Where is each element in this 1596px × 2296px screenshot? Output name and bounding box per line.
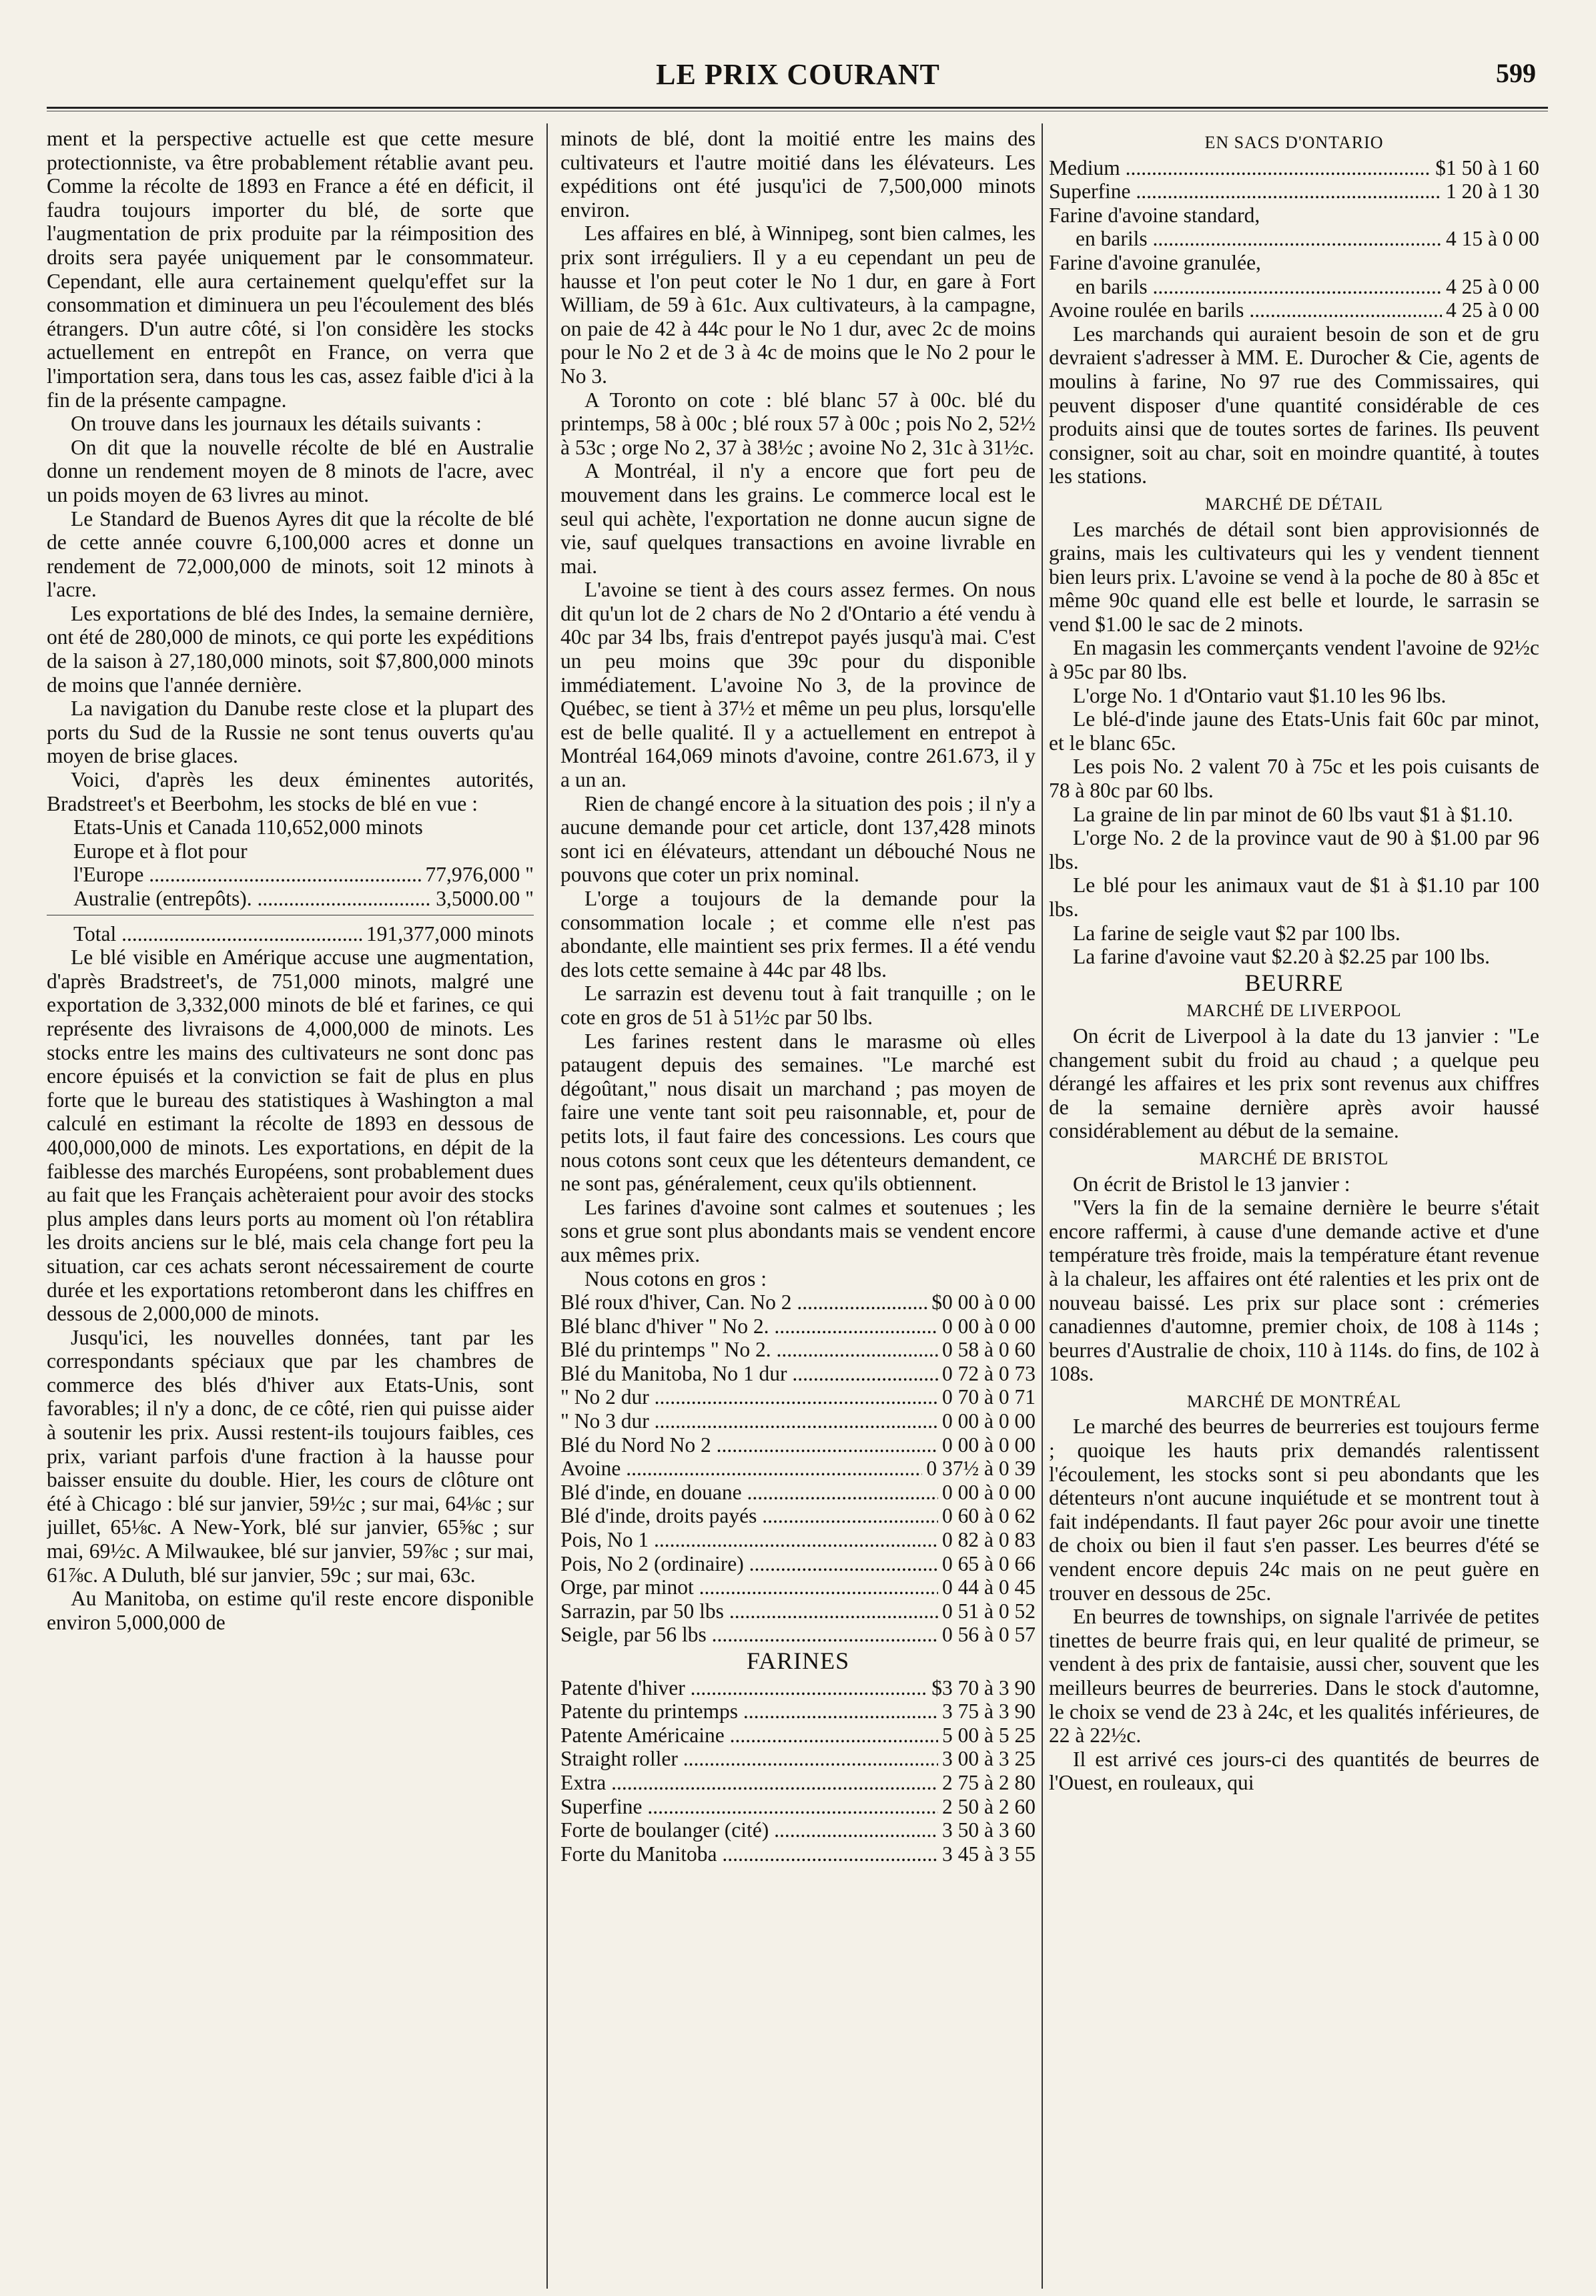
row-label: Blé roux d'hiver, Can. No 2 ..... [560, 1290, 927, 1314]
row-value: 0 00 à 0 00 [942, 1433, 1036, 1457]
row-value: 4 25 à 0 00 [1446, 298, 1539, 322]
row-value: 0 00 à 0 00 [942, 1409, 1036, 1433]
table-row [560, 1481, 1036, 1505]
row-value: 0 00 à 0 00 [942, 1314, 1036, 1338]
row-value: 2 75 à 2 80 [942, 1770, 1036, 1794]
paragraph: En beurres de townships, on signale l'arrivée de petites tinettes de beurre frais qui, en leur qualité de primeur, se vendent à des prix de fantaisie, aussi cher, souvent que les meilleurs beurres de beurreries. Dans le stock d'automne, le choix se vend de 23 à 24c, et les qualités inférieures, de 22 à 22½c. [1049, 1605, 1539, 1748]
paragraph: Le blé visible en Amérique accuse une augmentation, d'après Bradstreet's, de 751,000 minots, malgré une exportation de 3,332,000 minots de blé et farines, ce qui représente des livraisons de 4,000,000 de minots. Les stocks entre les mains des cultivateurs ne sont donc pas encore épuisés et la conviction se fait de plus en plus forte que le bureau des statistiques à Washington a mal calculé en estimant la récolte de 1893 en dessous de 400,000,000 de minots. Les exportations, en dépit de la faiblesse des marchés Européens, sont probablement dues au fait que les Français achèteraient pour avoir des stocks plus amples dans leurs ports au moment où l'on rétablira les droits anciens sur le blé, mais cela change fort peu la situation, car ces achats seront nécessairement de courte durée et les exportations retomberont dans les chiffres en dessous de 2,000,000 de minots. [47, 945, 534, 1326]
paragraph: Les marchés de détail sont bien approvisionnés de grains, mais les cultivateurs qui les y vendent tiennent bien leurs prix. L'avoine se vend à la poche de 80 à 85c et même 90c quand elle est belle et lourde, le sarrasin se vend $1.00 le sac de 2 minots. [1049, 517, 1539, 636]
row-label: Blé du Nord No 2 ..... [560, 1433, 938, 1457]
row-value: 0 51 à 0 52 [942, 1599, 1036, 1623]
row-label: Pois, No 1 ..... [560, 1528, 938, 1552]
table-row [560, 1599, 1036, 1623]
column-1 [47, 127, 534, 2289]
row-value: 0 00 à 0 00 [942, 1480, 1036, 1504]
row-value: 0 82 à 0 83 [942, 1528, 1036, 1552]
bristol-heading: MARCHÉ DE BRISTOL [1199, 1148, 1389, 1168]
row-label: Medium ..... [1049, 156, 1431, 180]
stocks-line: Etats-Unis et Canada 110,652,000 minots [73, 815, 423, 839]
avoine-price-table [1049, 227, 1539, 251]
row-label: Superfine ..... [560, 1795, 938, 1819]
paragraph: Le marché des beurres de beurreries est toujours ferme ; quoique les hauts prix demandés ralentissent l'écoulement, les stocks sont si peu abondants que les détenteurs n'ont aucune inquiétude et se montrent tout à fait indépendants. Il faut payer 26c pour avoir une tinette de choix ou bien il faut s'en passer. Les beurres d'été se vendent encore depuis 24c mais on ne peut guère en trouver en dessous de 25c. [1049, 1415, 1539, 1605]
row-label: Straight roller ..... [560, 1747, 938, 1771]
table-row [560, 1699, 1036, 1724]
row-value: 77,976,000 " [425, 863, 534, 887]
table-row [560, 1676, 1036, 1700]
paragraph: On trouve dans les journaux les détails suivants : [71, 412, 482, 436]
row-value: 0 70 à 0 71 [942, 1385, 1036, 1409]
total-label: Total ..... [73, 922, 362, 946]
row-label: Blé du Manitoba, No 1 dur ..... [560, 1362, 938, 1386]
paragraph: Rien de changé encore à la situation des pois ; il n'y a aucune demande pour cet article, dont 137,428 minots sont ici en élévateurs, attendant un débouché Nous ne pouvons que coter un prix nominal. [560, 791, 1036, 887]
paragraph: Les affaires en blé, à Winnipeg, sont bien calmes, les prix sont irréguliers. Il y a eu cependant un peu de hausse et l'on peut coter le No 1 dur, en gare à Fort William, de 59 à 61c. Aux cultivateurs, à la campagne, on paie de 42 à 44c pour le No 1 dur, avec 2c de moins pour le No 2 et de 3 à 4c de moins que le No 2 pour le No 3. [560, 222, 1036, 388]
table-row [47, 863, 534, 887]
table-row [560, 1747, 1036, 1771]
table-row [47, 887, 534, 911]
table-row [560, 1795, 1036, 1819]
row-label: " No 3 dur ..... [560, 1409, 938, 1433]
paragraph: Les farines restent dans le marasme où elles pataugent depuis des semaines. "Le marché est dégoûtant," nous disait un marchand ; pas moyen de faire une vente tant soit peu raisonnable, et, pour de petits lots, il faut faire des concessions. Les cours que nous cotons sont ceux que les détenteurs demandent, ce ne sont pas, généralement, ceux qu'ils obtiennent. [560, 1029, 1036, 1196]
table-row [560, 1385, 1036, 1409]
grains-price-table [560, 1290, 1036, 1647]
row-label: Australie (entrepôts). ..... [73, 887, 432, 911]
paragraph: Il est arrivé ces jours-ci des quantités de beurres de l'Ouest, en rouleaux, qui [1049, 1747, 1539, 1795]
paragraph: La farine d'avoine vaut $2.20 à $2.25 par 100 lbs. [1073, 945, 1491, 969]
avoine-standard-label: Farine d'avoine standard, [1049, 203, 1260, 227]
row-label: Blé blanc d'hiver " No 2. ..... [560, 1314, 938, 1338]
row-value: 0 44 à 0 45 [942, 1575, 1036, 1599]
row-value: 3,5000.00 " [436, 887, 534, 910]
row-label: Patente d'hiver ..... [560, 1676, 927, 1700]
row-label: Forte du Manitoba ..... [560, 1842, 938, 1866]
paragraph: Les exportations de blé des Indes, la semaine dernière, ont été de 280,000 de minots, ce qui porte les expéditions de la saison à 27,180,000 minots, soit $7,800,000 minots de moins que l'année dernière. [47, 601, 534, 697]
paragraph: Les marchands qui auraient besoin de son et de gru devraient s'adresser à MM. E. Durocher & Cie, agents de moulins à farine, No 97 rue des Commissaires, qui peuvent disposer d'une quantité considérable de ces produits ainsi que de toutes sortes de farines. Ils peuvent consigner, soit au char, soit en moindre quantité, à toutes les stations. [1049, 322, 1539, 488]
row-value: 3 50 à 3 60 [942, 1818, 1036, 1842]
row-label: Patente Américaine ..... [560, 1724, 938, 1748]
table-row [560, 1338, 1036, 1362]
table-row [560, 1528, 1036, 1552]
row-value: $0 00 à 0 00 [931, 1290, 1036, 1314]
column-3 [1049, 127, 1539, 2289]
table-row [560, 1552, 1036, 1576]
row-label: Seigle, par 56 lbs ..... [560, 1623, 938, 1647]
table-row [1049, 298, 1539, 322]
paragraph: Nous cotons en gros : [584, 1266, 767, 1290]
header-rule [47, 107, 1548, 109]
table-row [560, 1504, 1036, 1528]
paragraph: L'orge No. 2 de la province vaut de 90 à $1.00 par 96 lbs. [1049, 826, 1539, 873]
row-value: $3 70 à 3 90 [931, 1675, 1036, 1699]
row-label: Avoine roulée en barils ..... [1049, 298, 1442, 322]
row-label: Superfine ..... [1049, 179, 1442, 204]
table-row [1049, 179, 1539, 204]
column-divider-2 [1042, 123, 1043, 2289]
table-row [560, 1314, 1036, 1338]
paragraph: On écrit de Liverpool à la date du 13 janvier : "Le changement subit du froid au chaud ; a quelque peu dérangé les affaires et les prix sont revenus aux chiffres de la semaine dernière après avoir haussé considérablement au début de la semaine. [1049, 1024, 1539, 1143]
row-label: Blé du printemps " No 2. ..... [560, 1338, 938, 1362]
total-value: 191,377,000 minots [366, 921, 534, 945]
table-row [560, 1623, 1036, 1647]
paragraph: Le sarrazin est devenu tout à fait tranquille ; on le cote en gros de 51 à 51½c par 50 lbs. [560, 982, 1036, 1029]
row-label: Patente du printemps ..... [560, 1699, 938, 1724]
table-row [560, 1724, 1036, 1748]
row-value: 2 50 à 2 60 [942, 1794, 1036, 1818]
row-value: 3 00 à 3 25 [942, 1747, 1036, 1771]
table-row [560, 1433, 1036, 1457]
paragraph: L'avoine se tient à des cours assez fermes. On nous dit qu'un lot de 2 chars de No 2 d'Ontario a été vendu à 40c par 34 lbs, frais d'entrepot payés jusqu'à mai. C'est un peu moins que 39c pour du disponible immédiatement. L'avoine No 3, de la province de Québec, se tient à 37½ et même un peu plus, lorsqu'elle est de belle qualité. Il y a actuellement en entrepot à Montréal 164,069 minots d'avoine, contre 261.673, il y a un an. [560, 578, 1036, 792]
table-row [560, 1457, 1036, 1481]
row-value: $1 50 à 1 60 [1435, 155, 1539, 179]
row-value: 3 75 à 3 90 [942, 1699, 1036, 1724]
stocks-line: Europe et à flot pour [73, 839, 248, 863]
row-label: en barils ..... [1076, 227, 1442, 251]
row-value: 4 15 à 0 00 [1446, 227, 1539, 251]
row-label: Blé d'inde, en douane ..... [560, 1481, 938, 1505]
table-row [560, 1842, 1036, 1866]
paragraph: Au Manitoba, on estime qu'il reste encore disponible environ 5,000,000 de [47, 1587, 534, 1634]
paragraph: La graine de lin par minot de 60 lbs vaut $1 à $1.10. [1073, 802, 1513, 826]
paragraph: Les pois No. 2 valent 70 à 75c et les pois cuisants de 78 à 80c par 60 lbs. [1049, 755, 1539, 803]
sacs-heading: EN SACS D'ONTARIO [1204, 133, 1384, 152]
paragraph: Les farines d'avoine sont calmes et soutenues ; les sons et grue sont plus abondants mais se vendent encore aux mêmes prix. [560, 1195, 1036, 1266]
row-label: Forte de boulanger (cité) ..... [560, 1818, 938, 1842]
row-label: l'Europe ..... [73, 863, 422, 887]
paragraph: En magasin les commerçants vendent l'avoine de 92½c à 95c par 80 lbs. [1049, 636, 1539, 684]
detail-heading: MARCHÉ DE DÉTAIL [1205, 494, 1383, 514]
paragraph: L'orge No. 1 d'Ontario vaut $1.10 les 96 lbs. [1073, 683, 1447, 707]
column-divider-1 [546, 123, 548, 2289]
page-header [0, 53, 1596, 100]
paragraph: On écrit de Bristol le 13 janvier : [1073, 1172, 1350, 1196]
table-row [560, 1290, 1036, 1314]
row-label: Extra ..... [560, 1771, 938, 1795]
paragraph: minots de blé, dont la moitié entre les mains des cultivateurs et l'autre moitié dans les élévateurs. Les expéditions ont été jusqu'ici de 7,500,000 minots environ. [560, 127, 1036, 222]
liverpool-heading: MARCHÉ DE LIVERPOOL [1186, 1001, 1402, 1021]
table-row [560, 1818, 1036, 1842]
row-value: 0 60 à 0 62 [942, 1504, 1036, 1528]
row-label: Blé d'inde, droits payés ..... [560, 1504, 938, 1528]
row-value: 3 45 à 3 55 [942, 1842, 1036, 1866]
paragraph: Le blé pour les animaux vaut de $1 à $1.10 par 100 lbs. [1049, 873, 1539, 921]
paragraph: "Vers la fin de la semaine dernière le beurre s'était encore raffermi, à cause d'une demande active et d'une température très froide, mais la température étant revenue à la chaleur, les affaires ont été ralenties et les prix ont de nouveau baissé. Les prix sur place sont : crémeries canadiennes d'automne, premier choix, de 108 à 114s ; beurres d'Australie de choix, 110 à 114s. do fins, de 102 à 108s. [1049, 1196, 1539, 1386]
column-2 [560, 127, 1036, 2289]
beurre-heading: BEURRE [1244, 969, 1344, 996]
row-value: 4 25 à 0 00 [1446, 274, 1539, 298]
sacs-price-table [1049, 156, 1539, 204]
table-row [560, 1362, 1036, 1386]
total-row [47, 922, 534, 946]
row-value: 0 58 à 0 60 [942, 1338, 1036, 1362]
paragraph: A Toronto on cote : blé blanc 57 à 00c. blé du printemps, 58 à 00c ; blé roux 57 à 00c ; pois No 2, 52½ à 53c ; orge No 2, 37 à 38½c ; avoine No 2, 31c à 31½c. [560, 388, 1036, 459]
paragraph: A Montréal, il n'y a encore que fort peu de mouvement dans les grains. Le commerce local est le seul qui achète, l'exportation ne donne aucun signe de vie, sauf quelques transactions en avoine livrable en mai. [560, 459, 1036, 578]
paragraph: On dit que la nouvelle récolte de blé en Australie donne un rendement moyen de 8 minots de l'acre, avec un poids moyen de 63 livres au minot. [47, 435, 534, 506]
stocks-table [47, 863, 534, 910]
row-label: en barils ..... [1076, 275, 1442, 299]
avoine-granulee-label: Farine d'avoine granulée, [1049, 250, 1261, 274]
paragraph: Jusqu'ici, les nouvelles données, tant par les correspondants spéciaux que par les chambres de commerce des blés d'hiver aux Etats-Unis, sont favorables; il n'y a donc, de ce côté, rien qui puisse aider à soutenir les prix. Aussi restent-ils toujours faibles, ces prix, variant parfois d'une fraction à la hausse pour baisser ensuite du double. Hier, les cours de clôture ont été à Chicago : blé sur janvier, 59½c ; sur mai, 64⅛c ; sur juillet, 65⅛c. A New-York, blé sur janvier, 65⅝c ; sur mai, 69½c. A Milwaukee, blé sur janvier, 59⅞c ; sur mai, 61⅞c. A Duluth, blé sur janvier, 59c ; sur mai, 63c. [47, 1325, 534, 1587]
paragraph: La navigation du Danube reste close et la plupart des ports du Sud de la Russie ne sont tenus ouverts qu'au moyen de brise glaces. [47, 697, 534, 768]
farines-heading: FARINES [746, 1647, 850, 1674]
row-label: " No 2 dur ..... [560, 1385, 938, 1409]
table-row [560, 1409, 1036, 1433]
table-row [1049, 156, 1539, 180]
page-title: LE PRIX COURANT [656, 58, 940, 91]
row-label: Sarrazin, par 50 lbs ..... [560, 1599, 938, 1623]
paragraph: ment et la perspective actuelle est que cette mesure protectionniste, va être probablement rétablie avant peu. Comme la récolte de 1893 en France a été en déficit, il faudra toujours importer du blé, de sorte que l'augmentation de prix produite par la réimposition des droits sera payée uniquement par le consommateur. Cependant, elle aura certainement quelqu'effet sur la consommation et diminuera un peu l'écoulement des blés étrangers. D'un autre côté, si l'on considère les stocks actuellement en entrepôt en France, on verra que l'importation sera, dans tous les cas, assez faible d'ici à la fin de la présente campagne. [47, 127, 534, 412]
paragraph: Le Standard de Buenos Ayres dit que la récolte de blé de cette année couvre 6,100,000 acres et donne un rendement de 72,000,000 de minots, soit 12 minots à l'acre. [47, 506, 534, 602]
row-label: Avoine ..... [560, 1457, 922, 1481]
row-value: 0 37½ à 0 39 [926, 1457, 1036, 1481]
row-label: Pois, No 2 (ordinaire) ..... [560, 1552, 938, 1576]
row-value: 0 56 à 0 57 [942, 1623, 1036, 1647]
row-label: Orge, par minot ..... [560, 1575, 938, 1599]
row-value: 0 72 à 0 73 [942, 1361, 1036, 1385]
farines-price-table [560, 1676, 1036, 1866]
row-value: 1 20 à 1 30 [1446, 179, 1539, 204]
row-value: 5 00 à 5 25 [942, 1723, 1036, 1747]
table-row [1049, 275, 1539, 299]
row-value: 0 65 à 0 66 [942, 1551, 1036, 1575]
paragraph: L'orge a toujours de la demande pour la consommation locale ; et comme elle n'est pas abondante, elle maintient ses prix fermes. Il a été vendu des lots cette semaine à 44c par 48 lbs. [560, 887, 1036, 982]
table-row [560, 1771, 1036, 1795]
avoine-price-table-2 [1049, 275, 1539, 322]
paragraph: Le blé-d'inde jaune des Etats-Unis fait 60c par minot, et le blanc 65c. [1049, 707, 1539, 755]
paragraph: La farine de seigle vaut $2 par 100 lbs. [1073, 921, 1401, 945]
page-number: 599 [1496, 58, 1536, 88]
table-row [1049, 227, 1539, 251]
table-row [560, 1575, 1036, 1599]
montreal-heading: MARCHÉ DE MONTRÉAL [1186, 1391, 1402, 1411]
paragraph: Voici, d'après les deux éminentes autorités, Bradstreet's et Beerbohm, les stocks de blé en vue : [47, 768, 534, 815]
